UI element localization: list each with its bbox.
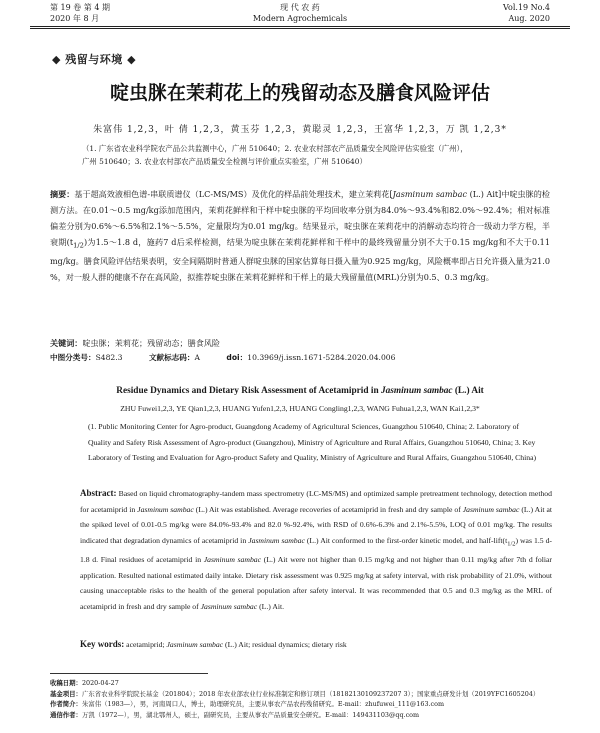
affiliation-line: （1. 广东省农业科学院农产品公共监测中心，广州 510640；2. 农业农村部农产品质量安全风险评估实验室（广州）， bbox=[82, 144, 468, 153]
abstract-en bbox=[80, 486, 552, 614]
species-name: Jasminum sambac bbox=[203, 554, 262, 564]
abstract-en-text: ) was 1.5 d-1.8 d. Final residues of acetamiprid in bbox=[80, 535, 552, 564]
half-life-subscript: 1/2 bbox=[73, 241, 84, 250]
keywords-en-text: (L.) Ait; residual dynamics; dietary risk bbox=[223, 640, 347, 649]
header-center bbox=[30, 2, 570, 24]
abstract-en-text: (L.) Ait were not higher than 0.15 mg/kg and not higher than 0.11 mg/kg after 7th d foliar application. Resulted national estimated daily intake. Dietary risk assessment was 0.925 mg/kg at safety interval, with risk probability of 21.0%, without causing unacceptable risks to the health of the general population after safety interval. It was recommended that 0.5 and 0.3 mg/kg as the MRL of acetamiprid in fresh and dry sample of bbox=[80, 554, 552, 611]
footnote-text: 万凯（1972—），男，湖北鄂州人，硕士，副研究员，主要从事农产品质量安全研究。E-mail：149431103@qq.com bbox=[81, 711, 420, 720]
header-date-cn: 2020 年 8 月 bbox=[50, 14, 100, 23]
footnote-rule bbox=[50, 673, 208, 674]
doc-code-value: A bbox=[194, 353, 200, 362]
species-name: Jasminum sambac bbox=[137, 504, 194, 514]
keywords-cn bbox=[50, 337, 550, 349]
footnote-received bbox=[50, 678, 556, 689]
journal-name-cn: 现 代 农 药 bbox=[280, 3, 320, 12]
abstract-en-text: (L.) Ait was established. Average recoveries of acetamiprid in fresh and dry sample of bbox=[193, 504, 463, 514]
doi-value: 10.3969/j.issn.1671-5284.2020.04.006 bbox=[247, 353, 396, 362]
abstract-cn-label: 摘要： bbox=[50, 189, 75, 199]
header-right bbox=[503, 2, 550, 24]
abstract-en-text: (L.) Ait conformed to the first-order kinetic model, and half-lift(t bbox=[304, 535, 508, 545]
footnote-funding bbox=[50, 689, 556, 700]
doi-field bbox=[226, 353, 395, 362]
species-name: Jasminum sambac bbox=[200, 601, 258, 611]
title-en-text: Residue Dynamics and Dietary Risk Assessment of Acetamiprid in bbox=[116, 386, 381, 396]
running-header bbox=[30, 0, 570, 30]
clc-field bbox=[50, 353, 123, 362]
abstract-cn-text: (L.) Ait]中啶虫脒的检测方法。在0.01～0.5 mg/kg添加范围内，茉莉花鲜样和干样中啶虫脒的平均回收率分别为84.0%～93.4%和82.0%～92.4%；相对标准偏差分别为0.6%～6.5%和2.1%～5.5%，定量限均为0.01 mg/kg。结果显示，啶虫脒在茉莉花中的消解动态均符合一级动力学方程，半衰期(t bbox=[50, 189, 550, 247]
footnote-text: 朱富伟（1983—），男，河南周口人，博士，助理研究员，主要从事农产品农药残留研究。E-mail：zhufuwei_111@163.com bbox=[81, 700, 445, 709]
clc-value: S482.3 bbox=[95, 353, 123, 362]
keywords-cn-text: 啶虫脒；茉莉花；残留动态；膳食风险 bbox=[82, 338, 220, 348]
footnote-label: 作者简介： bbox=[50, 700, 82, 709]
abstract-cn bbox=[50, 187, 550, 286]
doc-code-label: 文献标志码： bbox=[148, 353, 195, 362]
abstract-en-text: (L.) Ait at the spiked level of 0.01-0.5 mg/kg were 84.0%-93.4% and 82.0 %-92.4%, with RSD of 0.6%-6.3% and 2.1%-5.5%, LOQ of 0.01 mg/kg. The results indicated that degradation dynamics of acetamiprid in bbox=[80, 504, 552, 545]
species-name: Jasminum sambac bbox=[248, 535, 305, 545]
header-issue: 第 19 卷 第 4 期 bbox=[50, 3, 110, 12]
doi-label: doi： bbox=[226, 353, 248, 362]
doc-code-field bbox=[149, 353, 200, 362]
classification-line bbox=[50, 352, 550, 363]
affiliation-line: 广州 510640；3. 农业农村部农产品质量安全检测与评价重点实验室，广州 510640） bbox=[82, 156, 367, 166]
footnote-text: 2020-04-27 bbox=[81, 679, 119, 687]
header-date-en: Aug. 2020 bbox=[508, 14, 550, 23]
keywords-cn-label: 关键词： bbox=[50, 338, 83, 348]
footnote-label: 基金项目： bbox=[50, 689, 82, 698]
footnote-label: 收稿日期： bbox=[50, 679, 82, 687]
keywords-en-label: Key words: bbox=[80, 639, 125, 649]
species-name: Jasminum sambac bbox=[392, 189, 468, 199]
title-en-text: (L.) Ait bbox=[452, 386, 484, 396]
abstract-en-label: Abstract: bbox=[80, 488, 117, 498]
section-tag: ◆ 残留与环境 ◆ bbox=[52, 53, 137, 66]
journal-name-en: Modern Agrochemicals bbox=[252, 14, 348, 23]
footnotes bbox=[50, 678, 556, 721]
abstract-en-text: (L.) Ait. bbox=[257, 601, 285, 611]
footnote-text: 广东省农业科学院院长基金（201804）；2018 年农业部农业行业标准制定和修订项目（18182130109237207 3）；国家重点研发计划（2019YFC1605204） bbox=[81, 689, 540, 698]
footnote-corresponding bbox=[50, 710, 556, 721]
footnote-label: 通信作者： bbox=[50, 711, 82, 720]
clc-label: 中图分类号： bbox=[50, 353, 96, 362]
paper-title-en bbox=[0, 386, 600, 396]
header-rule-bottom bbox=[30, 28, 570, 29]
affiliations-en: (1. Public Monitoring Center for Agro-product, Guangdong Academy of Agricultural Sciences, Guangzhou 510640, China; 2. Laboratory of Quality and Safety Risk Assessment of Agro-product (Guangzhou), Ministry of Agriculture and Rural Affairs, Guangzhou 510640, China; 3. Key Laboratory of Testing and Evaluation for Agro-product Safety and Quality, Ministry of Agriculture and Rural Affairs, Guangzhou 510640, China) bbox=[88, 422, 537, 462]
paper-title-cn: 啶虫脒在茉莉花上的残留动态及膳食风险评估 bbox=[109, 82, 490, 104]
keywords-en-text: acetamiprid; bbox=[124, 640, 167, 649]
abstract-en-text: Based on liquid chromatography-tandem mass spectrometry (LC-MS/MS) and optimized sample pretreatment technology, detection method for acetamiprid in bbox=[80, 489, 552, 514]
header-rule-top bbox=[30, 26, 570, 27]
footnote-author-bio bbox=[50, 699, 556, 710]
abstract-cn-text: )为1.5～1.8 d，施药7 d后采样检测，结果为啶虫脒在茉莉花鲜样和干样中的最终残留量分别不大于0.15 mg/kg和不大于0.11 mg/kg。膳食风险评估结果表明，安全间隔期时普通人群啶虫脒的国家估算每日摄入量为0.925 mg/kg，风险概率即占日允许摄入量为21.0 %，对一般人群的健康不存在高风险，拟推荐啶虫脒在茉莉花鲜样和干样上的最大残留量值(MRL)分别为0.5、0.3 mg/kg。 bbox=[50, 236, 550, 283]
abstract-cn-text: 基于超高效液相色谱-串联质谱仪（LC-MS/MS）及优化的样品前处理技术，建立茉莉花[ bbox=[74, 189, 393, 199]
authors-en: ZHU Fuwei1,2,3, YE Qian1,2,3, HUANG Yufen1,2,3, HUANG Congling1,2,3, WANG Fuhua1,2,3, WAN Kai1,2,3* bbox=[120, 404, 480, 413]
affiliations-cn bbox=[82, 143, 518, 168]
authors-cn: 朱富伟 1,2,3，叶 倩 1,2,3，黄玉芬 1,2,3，黄聪灵 1,2,3，王富华 1,2,3，万 凯 1,2,3* bbox=[93, 125, 507, 135]
species-name: Jasminum sambac bbox=[380, 386, 453, 396]
species-name: Jasminum sambac bbox=[166, 640, 224, 649]
species-name: Jasminum sambac bbox=[462, 504, 520, 514]
half-life-subscript: 1/2 bbox=[507, 540, 516, 548]
header-volume: Vol.19 No.4 bbox=[503, 3, 550, 12]
keywords-en bbox=[80, 638, 552, 651]
